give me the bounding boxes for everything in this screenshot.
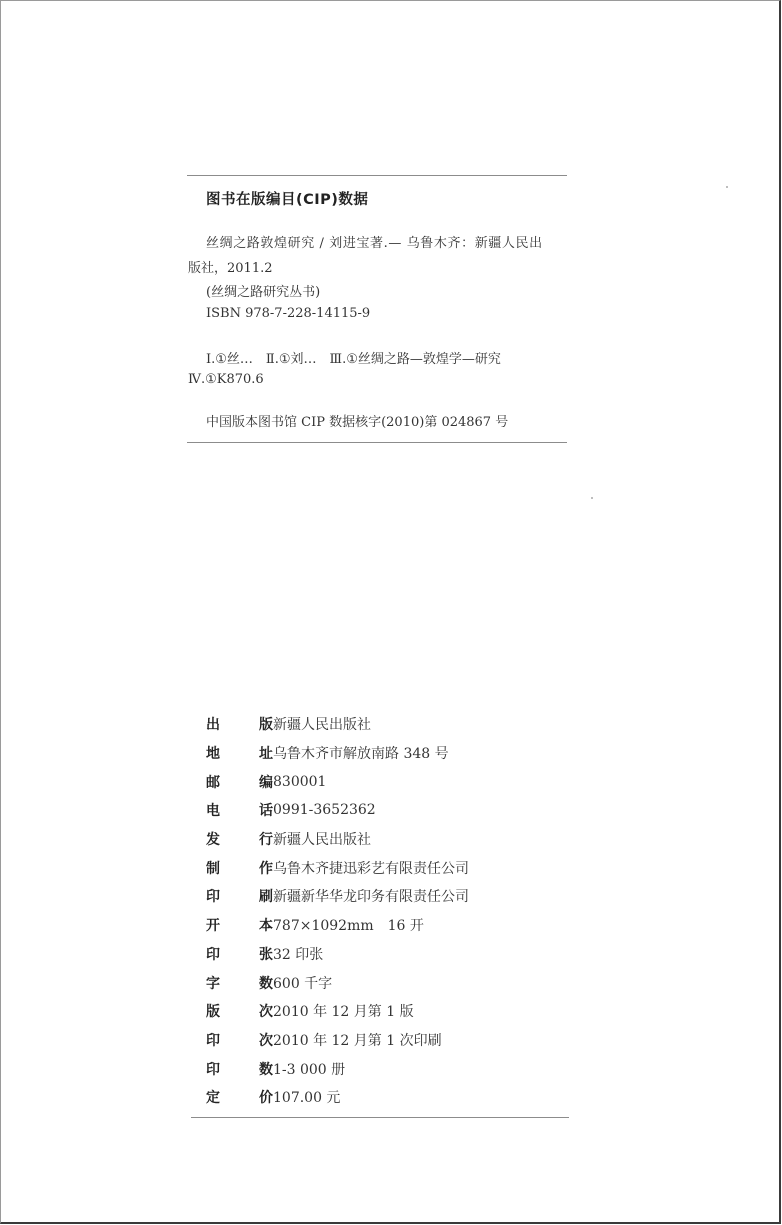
cip-publisher-line: 版社，2011.2 bbox=[188, 261, 273, 276]
colophon-value: 新疆新华华龙印务有限责任公司 bbox=[273, 889, 469, 906]
cip-isbn-line: ISBN 978-7-228-14115-9 bbox=[206, 306, 371, 321]
scan-speck bbox=[726, 186, 728, 188]
colophon-row-publisher bbox=[206, 710, 469, 739]
colophon-row-printer bbox=[206, 882, 469, 911]
colophon-value: 乌鲁木齐市解放南路 348 号 bbox=[273, 746, 449, 763]
colophon-value: 2010 年 12 月第 1 版 bbox=[273, 1004, 414, 1021]
colophon-label: 字 数 bbox=[206, 975, 273, 992]
colophon-value: 107.00 元 bbox=[273, 1090, 341, 1107]
colophon-row-phone bbox=[206, 796, 469, 825]
colophon-row-word-count bbox=[206, 968, 469, 997]
colophon-table bbox=[206, 710, 469, 1112]
colophon-row-distributor bbox=[206, 825, 469, 854]
colophon-label: 电 话 bbox=[206, 803, 273, 820]
colophon-label: 印 刷 bbox=[206, 889, 273, 906]
colophon-bottom-rule bbox=[191, 1117, 569, 1118]
cip-record-number-line: 中国版本图书馆 CIP 数据核字(2010)第 024867 号 bbox=[206, 415, 509, 430]
colophon-row-price bbox=[206, 1083, 469, 1112]
colophon-value: 新疆人民出版社 bbox=[273, 717, 371, 734]
colophon-value: 830001 bbox=[273, 773, 327, 790]
colophon-label: 版 次 bbox=[206, 1004, 273, 1021]
cip-bottom-rule bbox=[187, 442, 567, 443]
colophon-value: 新疆人民出版社 bbox=[273, 832, 371, 849]
colophon-value: 32 印张 bbox=[273, 946, 324, 963]
colophon-label: 发 行 bbox=[206, 832, 273, 849]
colophon-label: 地 址 bbox=[206, 746, 273, 763]
colophon-label: 定 价 bbox=[206, 1090, 273, 1107]
colophon-value: 600 千字 bbox=[273, 975, 333, 992]
colophon-value: 乌鲁木齐捷迅彩艺有限责任公司 bbox=[273, 860, 469, 877]
colophon-value: 787×1092mm 16 开 bbox=[273, 918, 424, 935]
colophon-row-postcode bbox=[206, 767, 469, 796]
colophon-label: 出 版 bbox=[206, 717, 273, 734]
colophon-label: 制 作 bbox=[206, 860, 273, 877]
colophon-label: 印 数 bbox=[206, 1061, 273, 1078]
colophon-label: 印 次 bbox=[206, 1032, 273, 1049]
colophon-label: 开 本 bbox=[206, 918, 273, 935]
colophon-row-edition bbox=[206, 997, 469, 1026]
colophon-row-production bbox=[206, 853, 469, 882]
cip-series-line: (丝绸之路研究丛书) bbox=[206, 285, 321, 300]
cip-classification-line: Ⅳ.①K870.6 bbox=[188, 372, 264, 387]
cip-top-rule bbox=[187, 175, 567, 176]
colophon-row-impression bbox=[206, 1026, 469, 1055]
cip-heading: 图书在版编目(CIP)数据 bbox=[206, 192, 369, 208]
colophon-label: 邮 编 bbox=[206, 774, 273, 791]
colophon-value: 1-3 000 册 bbox=[273, 1061, 346, 1078]
colophon-value: 0991-3652362 bbox=[273, 802, 376, 819]
colophon-value: 2010 年 12 月第 1 次印刷 bbox=[273, 1032, 442, 1049]
colophon-row-print-run bbox=[206, 1054, 469, 1083]
colophon-label: 印 张 bbox=[206, 946, 273, 963]
cip-title-line: 丝绸之路敦煌研究 / 刘进宝著.— 乌鲁木齐：新疆人民出 bbox=[206, 236, 543, 251]
colophon-row-address bbox=[206, 739, 469, 768]
colophon-row-format bbox=[206, 911, 469, 940]
cip-subject-line: Ⅰ.①丝… Ⅱ.①刘… Ⅲ.①丝绸之路—敦煌学—研究 bbox=[206, 352, 501, 367]
colophon-row-sheets bbox=[206, 940, 469, 969]
scan-speck bbox=[591, 497, 593, 499]
